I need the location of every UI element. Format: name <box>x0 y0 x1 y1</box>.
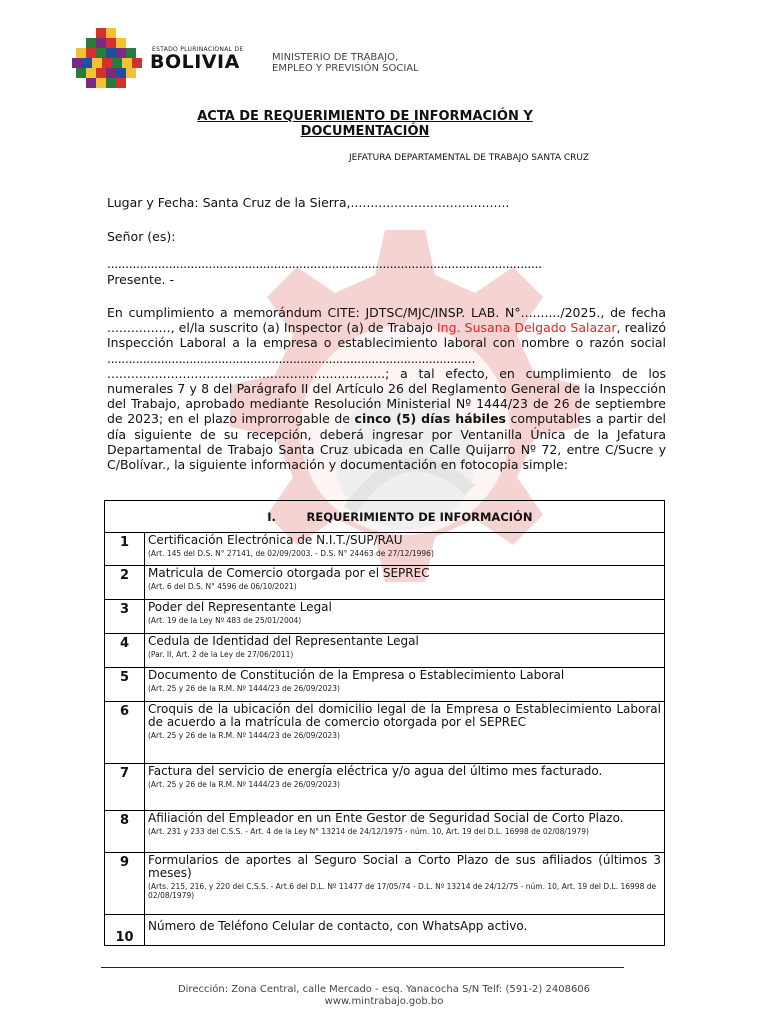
senor-label: Señor (es): <box>107 229 176 244</box>
body-paragraph <box>107 305 666 472</box>
table-header-title: REQUERIMIENTO DE INFORMACIÓN <box>306 509 533 524</box>
table-header-row <box>105 501 665 533</box>
row-content <box>145 668 665 702</box>
row-reference: (Art. 25 y 26 de la R.M. Nº 1444/23 de 26/09/2023) <box>148 731 340 740</box>
row-number: 6 <box>105 702 145 764</box>
table-row <box>105 668 665 702</box>
para-part-2: , realizó Inspección Laboral a la empresa o establecimiento laboral con nombre o razón social <box>107 320 666 351</box>
ministry-name <box>272 52 419 74</box>
row-reference: (Art. 145 del D.S. N° 27141, de 02/09/2003. - D.S. N° 24463 de 27/12/1996) <box>148 549 434 558</box>
row-reference: (Art. 6 del D.S. N° 4596 de 06/10/2021) <box>148 582 297 591</box>
bolivia-seal-icon <box>72 28 146 94</box>
table-row <box>105 702 665 764</box>
row-number: 10 <box>105 915 145 946</box>
para-part-3: ....................................................................................................... <box>107 350 476 366</box>
row-content <box>145 533 665 566</box>
table-row <box>105 600 665 634</box>
ministry-line-2: EMPLEO Y PREVISIÓN SOCIAL <box>272 63 419 74</box>
row-number: 3 <box>105 600 145 634</box>
row-number: 9 <box>105 853 145 915</box>
row-text: Formularios de aportes al Seguro Social a Corto Plazo de sus afiliados (últimos 3 meses) <box>148 853 661 880</box>
title-line-2: DOCUMENTACIÓN <box>300 124 430 139</box>
ministry-line-1: MINISTERIO DE TRABAJO, <box>272 52 399 63</box>
brand-bolivia-text: BOLIVIA <box>150 51 240 73</box>
row-number: 4 <box>105 634 145 668</box>
table-row <box>105 566 665 600</box>
row-reference: (Art. 25 y 26 de la R.M. Nº 1444/23 de 26/09/2023) <box>148 684 340 693</box>
inspector-name: Ing. Susana Delgado Salazar <box>437 320 617 336</box>
section-number: I. <box>267 509 276 524</box>
row-text: Cedula de Identidad del Representante Legal <box>148 634 419 648</box>
footer-divider <box>101 967 624 968</box>
row-text: Factura del servicio de energía eléctrica y/o agua del último mes facturado. <box>148 764 603 778</box>
para-part-5: computables a partir del día siguiente de su recepción, deberá ingresar por Ventanilla Única de la Jefatura Departamental de Trabajo Santa Cruz ubicada en Calle Quijarro Nº 72, entre C/Sucre y C/Bolívar., la siguiente información y documentación en fotocopia simple: <box>107 411 666 473</box>
table-row <box>105 764 665 811</box>
para-part-4: ......................................................................; a tal efecto, en cumplimiento de los numerales 7 y 8 del Parágrafo II del Artículo 26 del Reglamento General de la Inspección del Trabajo, aprobado mediante Resolución Ministerial Nº 1444/23 de 26 de septiembre de 2023; en el plazo improrrogable de <box>107 365 666 427</box>
row-number: 1 <box>105 533 145 566</box>
presente-text: Presente. - <box>107 272 175 287</box>
row-content <box>145 634 665 668</box>
footer-address: Dirección: Zona Central, calle Mercado - esq. Yanacocha S/N Telf: (591-2) 2408606 <box>177 984 591 995</box>
brand-small-text: ESTADO PLURINACIONAL DE <box>152 46 244 53</box>
jefatura-subtitle: JEFATURA DEPARTAMENTAL DE TRABAJO SANTA CRUZ <box>349 153 590 163</box>
row-content <box>145 811 665 853</box>
table-row <box>105 915 665 946</box>
document-title <box>120 109 610 139</box>
row-reference: (Art. 25 y 26 de la R.M. Nº 1444/23 de 26/09/2023) <box>148 780 340 789</box>
row-content <box>145 853 665 915</box>
row-text: Documento de Constitución de la Empresa o Establecimiento Laboral <box>148 668 565 682</box>
row-content <box>145 600 665 634</box>
row-text: Poder del Representante Legal <box>148 600 332 614</box>
table-header-cell <box>105 501 665 533</box>
para-part-1: En cumplimiento a memorándum CITE: JDTSC/MJC/INSP. LAB. N°........../2025., de fecha ................, el/la suscrito (a) Inspector (a) de Trabajo <box>107 305 666 336</box>
table-row <box>105 533 665 566</box>
row-reference: (Arts. 215, 216, y 220 del C.S.S. - Art.6 del D.L. Nº 11477 de 17/05/74 - D.L. Nº 13214 de 24/12/75 - núm. 10, Art. 19 del D.L. 16998 de 02/08/1979) <box>148 882 657 900</box>
row-text: Número de Teléfono Celular de contacto, con WhatsApp activo. <box>148 919 528 933</box>
table-row <box>105 634 665 668</box>
row-number: 8 <box>105 811 145 853</box>
letterhead <box>72 28 672 98</box>
table-row <box>105 853 665 915</box>
plazo-bold: cinco (5) días hábiles <box>354 411 506 427</box>
row-reference: (Par. II, Art. 2 de la Ley de 27/06/2011) <box>148 650 294 659</box>
footer-website: www.mintrabajo.gob.bo <box>324 996 444 1007</box>
row-text: Matricula de Comercio otorgada por el SEPREC <box>148 566 430 580</box>
row-content <box>145 764 665 811</box>
row-content <box>145 915 665 946</box>
row-reference: (Art. 231 y 233 del C.S.S. - Art. 4 de la Ley N° 13214 de 24/12/1975 - núm. 10, Art. 19 del D.L. 16998 de 02/08/1979) <box>148 827 589 836</box>
row-number: 5 <box>105 668 145 702</box>
row-content <box>145 566 665 600</box>
row-number: 7 <box>105 764 145 811</box>
requirements-table <box>104 500 665 946</box>
row-content <box>145 702 665 764</box>
row-text: Croquis de la ubicación del domicilio legal de la Empresa o Establecimiento Laboral de acuerdo a la matrícula de comercio otorgada por el SEPREC <box>148 702 661 729</box>
recipient-dots-line: ........................................................................................................................ <box>107 256 542 271</box>
row-number: 2 <box>105 566 145 600</box>
row-reference: (Art. 19 de la Ley Nº 483 de 25/01/2004) <box>148 616 302 625</box>
row-text: Certificación Electrónica de N.I.T./SUP/RAU <box>148 533 403 547</box>
title-line-1: ACTA DE REQUERIMIENTO DE INFORMACIÓN Y <box>197 109 533 124</box>
table-row <box>105 811 665 853</box>
lugar-fecha-line: Lugar y Fecha: Santa Cruz de la Sierra,........................................ <box>107 195 510 210</box>
row-text: Afiliación del Empleador en un Ente Gestor de Seguridad Social de Corto Plazo. <box>148 811 624 825</box>
